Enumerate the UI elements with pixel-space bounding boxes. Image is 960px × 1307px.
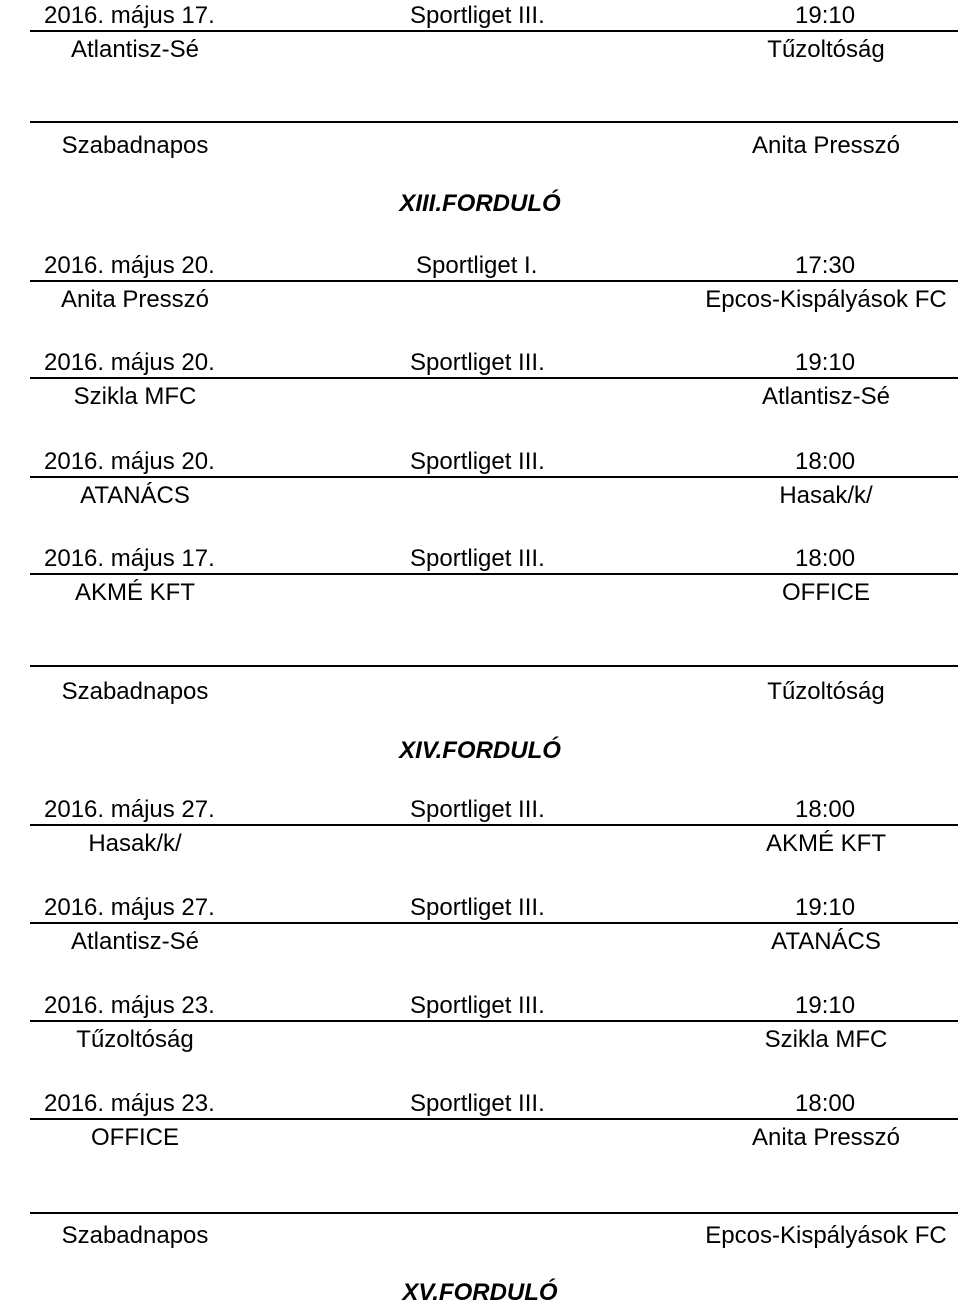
home-team: OFFICE	[91, 1124, 179, 1151]
match-time: 18:00	[795, 448, 856, 475]
match-time: 18:00	[795, 545, 856, 572]
match-venue: Sportliget III.	[410, 992, 545, 1019]
match-venue: Sportliget III.	[410, 349, 545, 376]
bye-team: Epcos-Kispályások FC	[705, 1222, 947, 1249]
divider	[30, 377, 958, 379]
match-venue: Sportliget III.	[410, 894, 545, 921]
away-team: ATANÁCS	[771, 928, 881, 955]
home-team: Szikla MFC	[73, 383, 197, 410]
bye-team: Anita Presszó	[751, 132, 901, 159]
match-venue: Sportliget III.	[410, 545, 545, 572]
divider	[30, 1020, 958, 1022]
divider	[30, 665, 958, 667]
divider	[30, 1118, 958, 1120]
divider	[30, 476, 958, 478]
match-venue: Sportliget I.	[416, 252, 538, 279]
match-venue: Sportliget III.	[410, 1090, 545, 1117]
match-date: 2016. május 27.	[44, 894, 215, 921]
bye-label: Szabadnapos	[61, 1222, 209, 1249]
match-time: 18:00	[795, 796, 856, 823]
round-title: XIV.FORDULÓ	[399, 737, 561, 764]
divider	[30, 30, 958, 32]
match-date: 2016. május 17.	[44, 2, 215, 29]
match-time: 19:10	[795, 992, 856, 1019]
match-date: 2016. május 17.	[44, 545, 215, 572]
home-team: ATANÁCS	[80, 482, 190, 509]
match-date: 2016. május 27.	[44, 796, 215, 823]
bye-label: Szabadnapos	[61, 132, 209, 159]
away-team: Szikla MFC	[764, 1026, 888, 1053]
away-team: Anita Presszó	[751, 1124, 901, 1151]
match-date: 2016. május 20.	[44, 448, 215, 475]
match-time: 18:00	[795, 1090, 856, 1117]
round-title: XV.FORDULÓ	[402, 1279, 558, 1306]
away-team: AKMÉ KFT	[765, 830, 887, 857]
home-team: AKMÉ KFT	[74, 579, 196, 606]
match-venue: Sportliget III.	[410, 796, 545, 823]
away-team: Tűzoltóság	[767, 36, 885, 63]
divider	[30, 121, 958, 123]
divider	[30, 824, 958, 826]
match-date: 2016. május 20.	[44, 349, 215, 376]
divider	[30, 573, 958, 575]
home-team: Atlantisz-Sé	[70, 36, 200, 63]
divider	[30, 280, 958, 282]
match-time: 19:10	[795, 2, 856, 29]
home-team: Hasak/k/	[88, 830, 182, 857]
divider	[30, 922, 958, 924]
bye-label: Szabadnapos	[61, 678, 209, 705]
match-date: 2016. május 23.	[44, 1090, 215, 1117]
home-team: Atlantisz-Sé	[70, 928, 200, 955]
home-team: Tűzoltóság	[76, 1026, 194, 1053]
match-time: 17:30	[795, 252, 856, 279]
match-date: 2016. május 23.	[44, 992, 215, 1019]
round-title: XIII.FORDULÓ	[399, 190, 561, 217]
bye-team: Tűzoltóság	[767, 678, 885, 705]
match-time: 19:10	[795, 349, 856, 376]
match-venue: Sportliget III.	[410, 448, 545, 475]
away-team: Atlantisz-Sé	[761, 383, 891, 410]
away-team: Epcos-Kispályások FC	[705, 286, 947, 313]
away-team: OFFICE	[782, 579, 870, 606]
match-venue: Sportliget III.	[410, 2, 545, 29]
match-time: 19:10	[795, 894, 856, 921]
divider	[30, 1212, 958, 1214]
match-date: 2016. május 20.	[44, 252, 215, 279]
away-team: Hasak/k/	[779, 482, 873, 509]
home-team: Anita Presszó	[60, 286, 210, 313]
